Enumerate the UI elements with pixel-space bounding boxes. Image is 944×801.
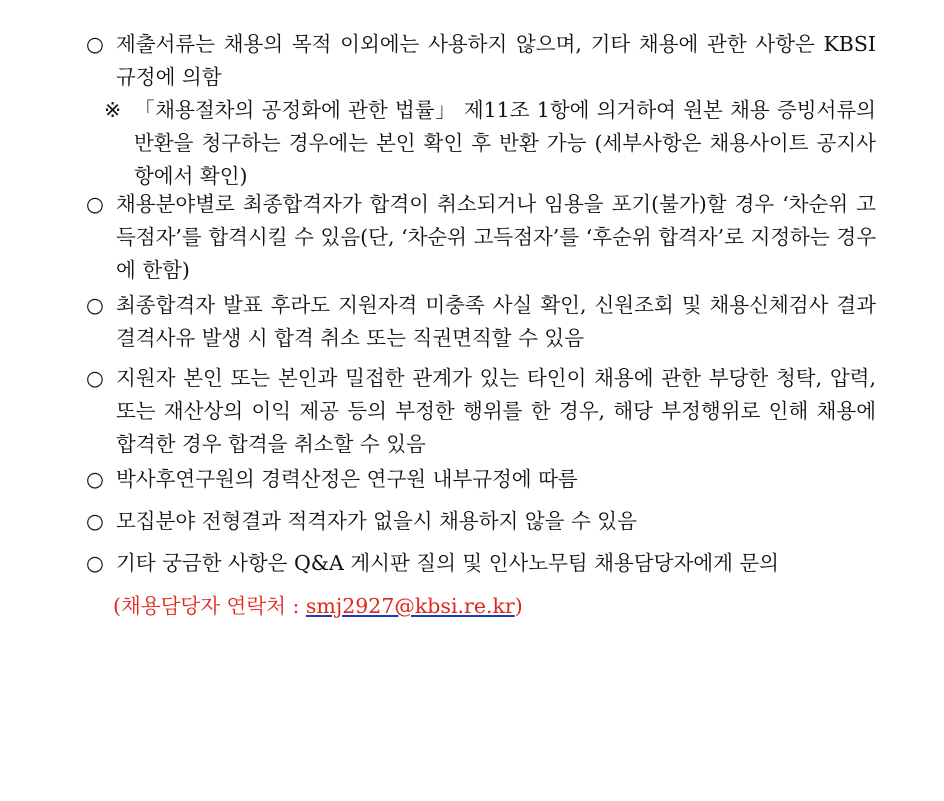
notice-item-2: [86, 188, 876, 287]
notice-text: 지원자 본인 또는 본인과 밀접한 관계가 있는 타인이 채용에 관한 부당한 청탁, 압력, 또는 재산상의 이익 제공 등의 부정한 행위를 한 경우, 해당 부정행위로 인해 채용에 합격한 경우 합격을 취소할 수 있음: [116, 366, 876, 456]
circle-bullet-icon: ○: [86, 509, 104, 533]
notice-item-5: [86, 463, 876, 496]
contact-prefix: (채용담당자 연락처 :: [113, 594, 306, 618]
contact-suffix: ): [514, 594, 523, 618]
contact-email-link[interactable]: smj2927@kbsi.re.kr: [305, 594, 515, 618]
reference-note: [104, 94, 876, 193]
notice-item-4: [86, 362, 876, 461]
notice-item-3: [86, 289, 876, 355]
notice-item-6: [86, 505, 876, 538]
notice-item-1: [86, 28, 876, 94]
notice-text: 모집분야 전형결과 적격자가 없을시 채용하지 않을 수 있음: [116, 509, 637, 533]
circle-bullet-icon: ○: [86, 192, 104, 216]
circle-bullet-icon: ○: [86, 32, 104, 56]
notice-text: 채용분야별로 최종합격자가 합격이 취소되거나 임용을 포기(불가)할 경우 ‘차순위 고득점자’를 합격시킬 수 있음(단, ‘차순위 고득점자’를 ‘후순위 합격자’로 지정하는 경우에 한함): [116, 192, 876, 282]
circle-bullet-icon: ○: [86, 551, 104, 575]
notice-text: 기타 궁금한 사항은 Q&A 게시판 질의 및 인사노무팀 채용담당자에게 문의: [116, 551, 779, 575]
notice-text: 제출서류는 채용의 목적 이외에는 사용하지 않으며, 기타 채용에 관한 사항은 KBSI 규정에 의함: [116, 32, 876, 89]
notice-text: 최종합격자 발표 후라도 지원자격 미충족 사실 확인, 신원조회 및 채용신체검사 결과 결격사유 발생 시 합격 취소 또는 직권면직할 수 있음: [116, 293, 876, 350]
reference-mark-icon: ※: [104, 98, 122, 122]
notice-item-7: [86, 547, 876, 580]
circle-bullet-icon: ○: [86, 366, 104, 390]
circle-bullet-icon: ○: [86, 467, 104, 491]
reference-note-text: 「채용절차의 공정화에 관한 법률」 제11조 1항에 의거하여 원본 채용 증빙서류의 반환을 청구하는 경우에는 본인 확인 후 반환 가능 (세부사항은 채용사이트 공지사항에서 확인): [134, 98, 876, 188]
notice-text: 박사후연구원의 경력산정은 연구원 내부규정에 따름: [116, 467, 578, 491]
circle-bullet-icon: ○: [86, 293, 104, 317]
contact-info: [113, 590, 523, 623]
